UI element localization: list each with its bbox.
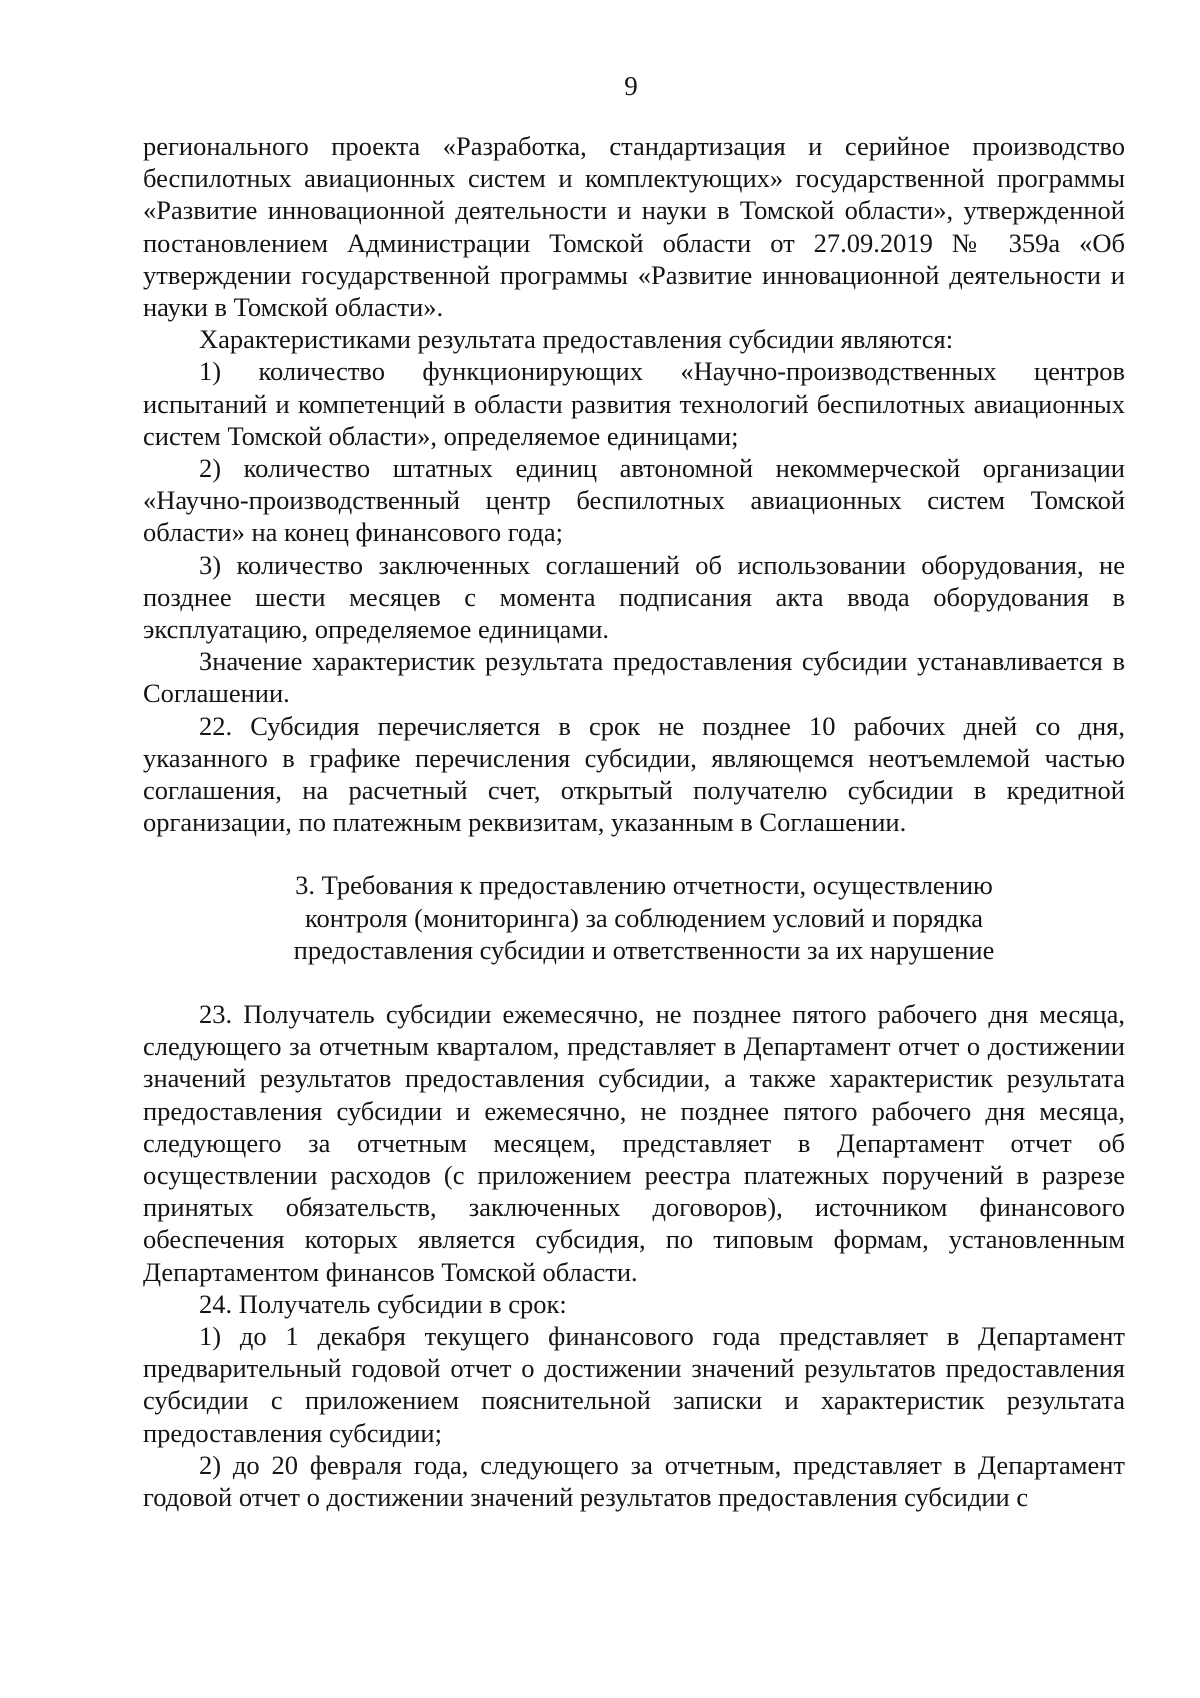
paragraph-characteristic-1: 1) количество функционирующих «Научно-производственных центров испытаний и компетенций в области развития технологий беспилотных авиационных систем Томской области», определяемое единицами; bbox=[143, 356, 1125, 451]
paragraph-characteristic-2: 2) количество штатных единиц автономной некоммерческой организации «Научно-производственный центр беспилотных авиационных систем Томской области» на конец финансового года; bbox=[143, 453, 1125, 548]
section-heading bbox=[143, 869, 1125, 967]
paragraph-clause-22: 22. Субсидия перечисляется в срок не позднее 10 рабочих дней со дня, указанного в графике перечисления субсидии, являющемся неотъемлемой частью соглашения, на расчетный счет, открытый получателю субсидии в кредитной организации, по платежным реквизитам, указанным в Соглашении. bbox=[143, 710, 1125, 838]
paragraph-characteristic-3: 3) количество заключенных соглашений об использовании оборудования, не позднее шести месяцев с момента подписания акта ввода оборудования в эксплуатацию, определяемое единицами. bbox=[143, 549, 1125, 645]
paragraph-clause-24-item-2: 2) до 20 февраля года, следующего за отчетным, представляет в Департамент годовой отчет о достижении значений результатов предоставления субсидии с bbox=[143, 1449, 1125, 1513]
section-heading-line-3: предоставления субсидии и ответственности за их нарушение bbox=[293, 935, 995, 966]
paragraph-program-reference: регионального проекта «Разработка, стандартизация и серийное производство беспилотных авиационных систем и комплектующих» государственной программы «Развитие инновационной деятельности и науки в Томской области», утвержденной постановлением Администрации Томской области от 27.09.2019 № 359а «Об утверждении государственной программы «Развитие инновационной деятельности и науки в Томской области». bbox=[143, 131, 1125, 323]
document-body bbox=[143, 130, 1125, 1513]
paragraph-characteristics-value: Значение характеристик результата предоставления субсидии устанавливается в Соглашении. bbox=[143, 646, 1125, 709]
page-number: 9 bbox=[624, 71, 638, 101]
paragraph-clause-24: 24. Получатель субсидии в срок: bbox=[199, 1288, 567, 1319]
section-heading-line-2: контроля (мониторинга) за соблюдением условий и порядка bbox=[305, 902, 983, 933]
paragraph-characteristics-intro: Характеристиками результата предоставления субсидии являются: bbox=[199, 324, 954, 355]
paragraph-clause-24-item-1: 1) до 1 декабря текущего финансового года представляет в Департамент предварительный годовой отчет о достижении значений результатов предоставления субсидии с приложением пояснительной записки и характеристик результата предоставления субсидии; bbox=[143, 1321, 1125, 1448]
section-heading-line-1: 3. Требования к предоставлению отчетности, осуществлению bbox=[295, 870, 993, 901]
paragraph-clause-23: 23. Получатель субсидии ежемесячно, не позднее пятого рабочего дня месяца, следующего за отчетным кварталом, представляет в Департамент отчет о достижении значений результатов предоставления субсидии, а также характеристик результата предоставления субсидии и ежемесячно, не позднее пятого рабочего дня месяца, следующего за отчетным месяцем, представляет в Департамент отчет об осуществлении расходов (с приложением реестра платежных поручений в разрезе принятых обязательств, заключенных договоров), источником финансового обеспечения которых является субсидия, по типовым формам, установленным Департаментом финансов Томской области. bbox=[143, 998, 1125, 1287]
